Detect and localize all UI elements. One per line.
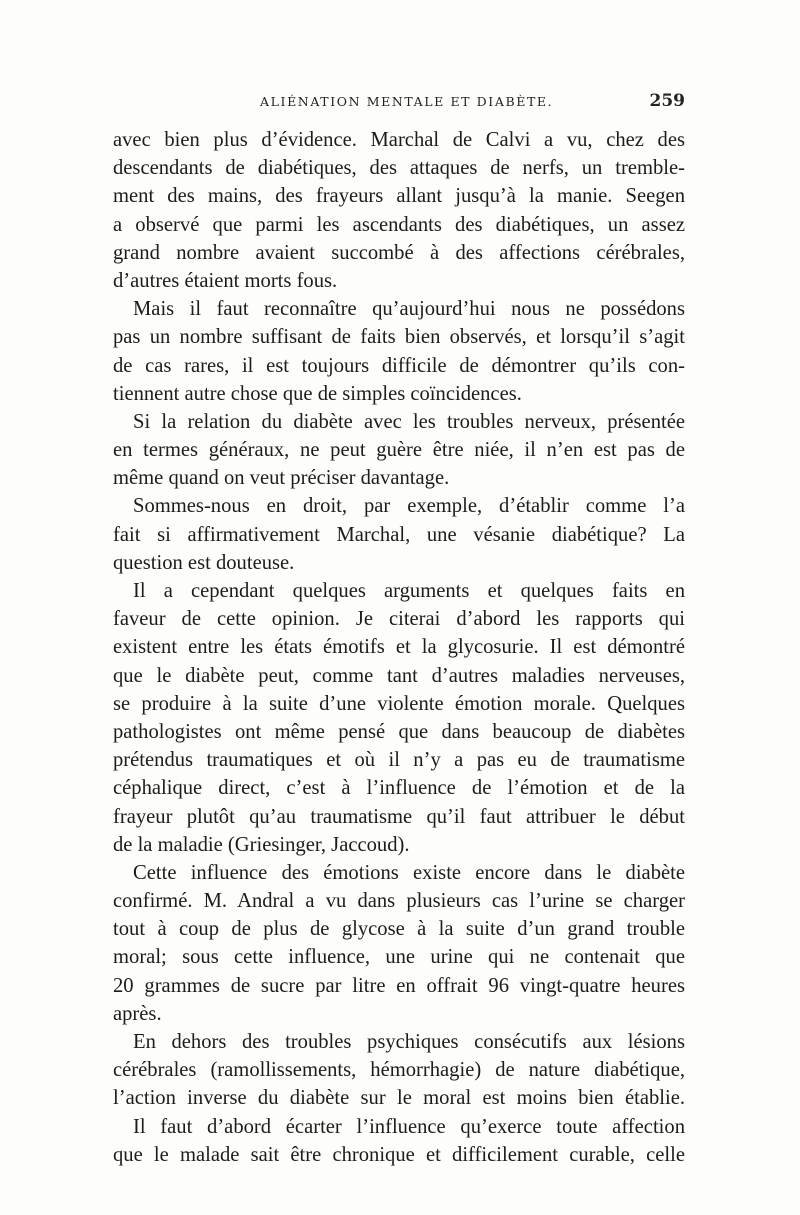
text-line: pathologistes ont même pensé que dans beaucoup de diabètes	[113, 720, 685, 743]
text-line: que le diabète peut, comme tant d’autres maladies nerveuses,	[113, 664, 685, 687]
text-line: céphalique direct, c’est à l’influence de l’émotion et de la	[113, 777, 685, 800]
text-line: l’action inverse du diabète sur le moral est moins bien établie.	[113, 1087, 685, 1110]
text-line: prétendus traumatiques et où il n’y a pas eu de traumatisme	[113, 749, 685, 772]
text-line: 20 grammes de sucre par litre en offrait 96 vingt-quatre heures	[113, 974, 685, 997]
text-line: Il a cependant quelques arguments et quelques faits en	[133, 580, 685, 602]
text-line: en termes généraux, ne peut guère être niée, il n’en est pas de	[113, 439, 685, 462]
text-line: Sommes-nous en droit, par exemple, d’établir comme l’a	[133, 495, 685, 518]
text-line: fait si affirmativement Marchal, une vésanie diabétique? La	[113, 523, 685, 546]
text-line: cérébrales (ramollissements, hémorrhagie) de nature diabétique,	[113, 1059, 685, 1082]
text-line: après.	[113, 1002, 162, 1025]
text-line: existent entre les états émotifs et la glycosurie. Il est démontré	[113, 636, 685, 659]
page-header	[113, 91, 685, 115]
text-line: descendants de diabétiques, des attaques de nerfs, un tremble-	[113, 157, 685, 180]
text-line: confirmé. M. Andral a vu dans plusieurs cas l’urine se charger	[113, 890, 685, 913]
body-text	[113, 126, 685, 1169]
text-line: frayeur plutôt qu’au traumatisme qu’il faut attribuer le début	[113, 805, 685, 828]
text-line: Mais il faut reconnaître qu’aujourd’hui nous ne possédons	[133, 298, 685, 321]
text-line: tiennent autre chose que de simples coïncidences.	[113, 382, 522, 405]
text-line: ment des mains, des frayeurs allant jusqu’à la manie. Seegen	[113, 185, 685, 208]
text-line: même quand on veut préciser davantage.	[113, 467, 450, 490]
text-line: avec bien plus d’évidence. Marchal de Calvi a vu, chez des	[113, 129, 685, 151]
text-line: En dehors des troubles psychiques consécutifs aux lésions	[133, 1031, 685, 1053]
text-line: de la maladie (Griesinger, Jaccoud).	[113, 833, 410, 856]
text-line: d’autres étaient morts fous.	[113, 269, 338, 292]
text-line: Cette influence des émotions existe encore dans le diabète	[133, 861, 685, 884]
page-number: 259	[649, 91, 685, 111]
text-line: tout à coup de plus de glycose à la suite d’un grand trouble	[113, 918, 685, 941]
text-line: Il faut d’abord écarter l’influence qu’exerce toute affection	[133, 1115, 685, 1138]
text-line: a observé que parmi les ascendants des diabétiques, un assez	[113, 213, 685, 236]
text-line: faveur de cette opinion. Je citerai d’abord les rapports qui	[113, 608, 685, 631]
text-line: pas un nombre suffisant de faits bien observés, et lorsqu’il s’agit	[113, 326, 685, 349]
text-line: de cas rares, il est toujours difficile de démontrer qu’ils con-	[113, 354, 685, 377]
text-line: question est douteuse.	[113, 551, 295, 574]
text-line: se produire à la suite d’une violente émotion morale. Quelques	[113, 692, 685, 715]
running-head: ALIÉNATION MENTALE ET DIABÈTE.	[260, 94, 554, 109]
text-line: que le malade sait être chronique et difficilement curable, celle	[113, 1143, 685, 1166]
text-line: Si la relation du diabète avec les troubles nerveux, présentée	[133, 410, 685, 433]
text-line: grand nombre avaient succombé à des affections cérébrales,	[113, 241, 685, 264]
text-line: moral; sous cette influence, une urine qui ne contenait que	[113, 946, 685, 969]
